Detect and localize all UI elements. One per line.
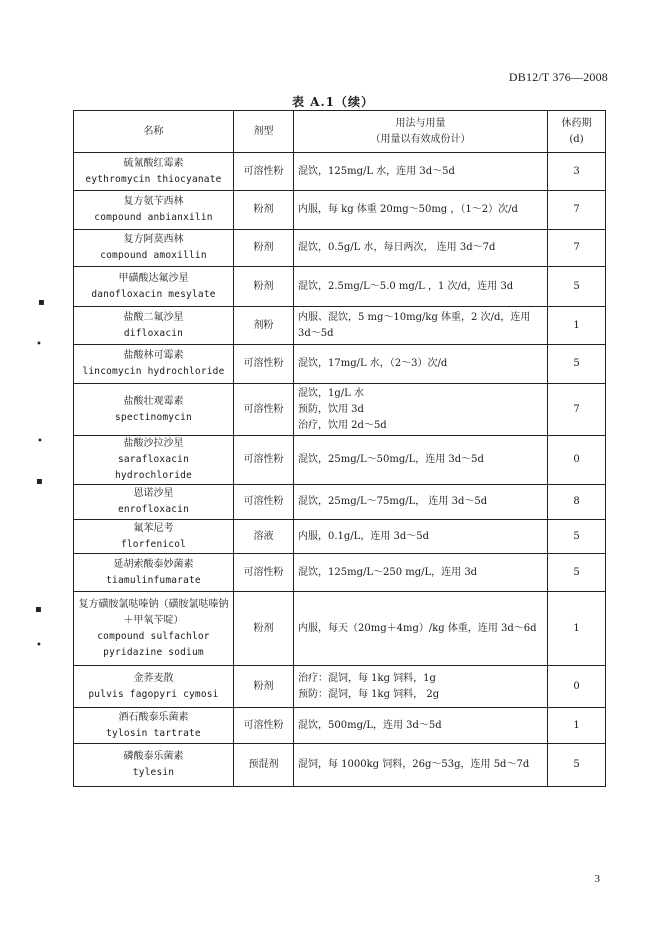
- usage-line: 混饮，25mg/L～75mg/L， 连用 3d～5d: [298, 496, 488, 507]
- usage-line: 内服、混饮，5 mg～10mg/kg 体重，2 次/d，连用 3d～5d: [298, 311, 531, 339]
- drug-name-cell: [74, 485, 234, 520]
- usage-cell: [294, 554, 548, 592]
- table-row: [74, 267, 606, 307]
- dosage-form-cell: 粉剂: [234, 267, 294, 307]
- scan-speck: ▪: [38, 297, 45, 308]
- usage-cell: [294, 520, 548, 554]
- table-row: [74, 592, 606, 666]
- scan-speck: ▪: [35, 604, 42, 615]
- usage-line: 内服，每天（20mg＋4mg）/kg 体重，连用 3d～6d: [298, 622, 537, 634]
- drug-name-en: spectinomycin: [115, 411, 192, 423]
- dosage-form-cell: 可溶性粉: [234, 436, 294, 485]
- drug-name-cell: [74, 384, 234, 436]
- drug-name-en: tylesin: [132, 767, 175, 778]
- drug-name-cn: 盐酸壮观霉素: [123, 395, 184, 407]
- drug-name-en: tylosin tartrate: [106, 727, 201, 739]
- header-usage-note: （用量以有效成份计）: [370, 133, 471, 145]
- header-usage: [294, 111, 548, 153]
- usage-line: 混饮，17mg/L 水，（2～3）次/d: [298, 358, 448, 369]
- scan-speck: •: [37, 436, 43, 447]
- drug-name-cn: 酒石酸泰乐菌素: [118, 711, 189, 723]
- usage-line: 治疗：混饲，每 1kg 饲料，1g: [298, 672, 436, 684]
- scan-speck: •: [36, 640, 42, 651]
- header-withdrawal-unit: (d): [569, 133, 584, 145]
- table-row: [74, 384, 606, 436]
- drug-name-cell: [74, 744, 234, 787]
- dosage-form-cell: 可溶性粉: [234, 153, 294, 191]
- drug-name-cell: [74, 230, 234, 267]
- usage-cell: [294, 708, 548, 744]
- table-row: [74, 520, 606, 554]
- drug-name-cell: [74, 708, 234, 744]
- drug-name-cn: 金荞麦散: [133, 672, 174, 684]
- drug-name-cell: [74, 436, 234, 485]
- drug-name-cn: 盐酸二氟沙星: [123, 311, 184, 323]
- header-withdrawal-title: 休药期: [561, 117, 592, 129]
- table-row: [74, 345, 606, 384]
- drug-name-cn: 氟苯尼考: [133, 522, 174, 534]
- usage-cell: [294, 153, 548, 191]
- dosage-form-cell: 粉剂: [234, 230, 294, 267]
- withdrawal-period-cell: 0: [548, 436, 606, 485]
- table-row: [74, 230, 606, 267]
- drug-name-en: danofloxacin mesylate: [91, 288, 216, 300]
- drug-name-cell: [74, 520, 234, 554]
- drug-name-cn: 磷酸泰乐菌素: [123, 751, 184, 762]
- drug-name-cell: [74, 345, 234, 384]
- drug-name-cn: 甲磺酸达氟沙星: [118, 272, 189, 284]
- drug-name-en: compound anbianxilin: [94, 212, 213, 223]
- dosage-form-cell: 可溶性粉: [234, 485, 294, 520]
- dosage-form-cell: 粉剂: [234, 191, 294, 230]
- document-code: DB12/T 376—2008: [508, 70, 608, 84]
- table-body: [74, 153, 606, 787]
- drug-name-cn: 盐酸林可霉素: [123, 350, 184, 361]
- drug-name-cell: [74, 191, 234, 230]
- drug-name-en: difloxacin: [123, 327, 184, 339]
- withdrawal-period-cell: 5: [548, 267, 606, 307]
- drug-name-en: eythromycin thiocyanate: [85, 173, 222, 185]
- table-row: [74, 191, 606, 230]
- dosage-form-cell: 可溶性粉: [234, 384, 294, 436]
- usage-line: 内服，每 kg 体重 20mg～50mg ，（1～2）次/d: [298, 204, 518, 215]
- table-header-row: [74, 111, 606, 153]
- drug-name-cn: 复方阿莫西林: [123, 234, 184, 245]
- withdrawal-period-cell: 7: [548, 384, 606, 436]
- withdrawal-period-cell: 7: [548, 191, 606, 230]
- drug-table: [73, 110, 606, 787]
- drug-name-cell: [74, 554, 234, 592]
- dosage-form-cell: 溶液: [234, 520, 294, 554]
- usage-cell: [294, 191, 548, 230]
- drug-name-en: florfenicol: [120, 538, 187, 550]
- scan-speck: •: [36, 339, 42, 350]
- withdrawal-period-cell: 1: [548, 307, 606, 345]
- drug-name-en: tiamulinfumarate: [106, 574, 201, 586]
- usage-line: 混饲，每 1000kg 饲料，26g～53g，连用 5d～7d: [298, 759, 530, 770]
- drug-name-cn: 复方磺胺氯哒嗪钠（磺胺氯哒嗪钠＋甲氧苄啶）: [78, 598, 229, 626]
- dosage-form-cell: 粉剂: [234, 592, 294, 666]
- table-row: [74, 307, 606, 345]
- drug-name-cn: 硫氰酸红霉素: [123, 157, 184, 169]
- dosage-form-cell: 可溶性粉: [234, 345, 294, 384]
- header-withdrawal: [548, 111, 606, 153]
- drug-name-cell: [74, 153, 234, 191]
- withdrawal-period-cell: 0: [548, 666, 606, 708]
- drug-name-cn: 恩诺沙星: [133, 488, 174, 499]
- drug-name-cn: 盐酸沙拉沙星: [123, 438, 184, 449]
- table-row: [74, 744, 606, 787]
- header-form: 剂型: [234, 111, 294, 153]
- drug-name-en: compound amoxillin: [100, 250, 207, 261]
- usage-line: 混饮，1g/L 水: [298, 387, 364, 399]
- drug-name-en: enrofloxacin: [117, 504, 190, 515]
- table-row: [74, 436, 606, 485]
- drug-name-cn: 复方氨苄西林: [123, 196, 184, 207]
- usage-cell: [294, 307, 548, 345]
- withdrawal-period-cell: 7: [548, 230, 606, 267]
- withdrawal-period-cell: 5: [548, 554, 606, 592]
- dosage-form-cell: 预混剂: [234, 744, 294, 787]
- usage-line: 混饮，25mg/L～50mg/L，连用 3d～5d: [298, 454, 484, 465]
- page-number: 3: [594, 873, 600, 885]
- usage-cell: [294, 230, 548, 267]
- dosage-form-cell: 可溶性粉: [234, 708, 294, 744]
- usage-line: 内服，0.1g/L，连用 3d～5d: [298, 530, 430, 542]
- usage-line: 预防：混饲，每 1kg 饲料， 2g: [298, 688, 440, 700]
- scan-speck: ▪: [36, 476, 43, 487]
- drug-name-cn: 延胡索酸泰妙菌素: [113, 558, 194, 570]
- usage-cell: [294, 666, 548, 708]
- drug-name-cell: [74, 666, 234, 708]
- usage-line: 预防，饮用 3d: [298, 403, 364, 415]
- withdrawal-period-cell: 1: [548, 592, 606, 666]
- table-row: [74, 485, 606, 520]
- usage-line: 混饮，500mg/L，连用 3d～5d: [298, 719, 442, 731]
- usage-line: 混饮，125mg/L 水，连用 3d～5d: [298, 165, 455, 177]
- drug-name-cell: [74, 307, 234, 345]
- usage-cell: [294, 744, 548, 787]
- drug-name-cell: [74, 592, 234, 666]
- withdrawal-period-cell: 3: [548, 153, 606, 191]
- usage-line: 治疗，饮用 2d～5d: [298, 419, 387, 431]
- usage-cell: [294, 384, 548, 436]
- withdrawal-period-cell: 5: [548, 520, 606, 554]
- header-name: 名称: [74, 111, 234, 153]
- table-row: [74, 153, 606, 191]
- usage-line: 混饮，2.5mg/L～5.0 mg/L ，1 次/d，连用 3d: [298, 280, 514, 292]
- withdrawal-period-cell: 5: [548, 744, 606, 787]
- drug-name-en: compound sulfachlor pyridazine sodium: [97, 630, 210, 658]
- dosage-form-cell: 剂粉: [234, 307, 294, 345]
- table-row: [74, 554, 606, 592]
- withdrawal-period-cell: 8: [548, 485, 606, 520]
- usage-cell: [294, 592, 548, 666]
- usage-cell: [294, 485, 548, 520]
- drug-name-en: lincomycin hydrochloride: [82, 366, 225, 377]
- dosage-form-cell: 可溶性粉: [234, 554, 294, 592]
- usage-line: 混饮，0.5g/L 水，每日两次， 连用 3d～7d: [298, 242, 496, 253]
- withdrawal-period-cell: 5: [548, 345, 606, 384]
- drug-name-en: pulvis fagopyri cymosi: [88, 688, 219, 700]
- usage-line: 混饮，125mg/L～250 mg/L，连用 3d: [298, 566, 478, 578]
- table-title: 表 A.1（续）: [291, 95, 375, 109]
- usage-cell: [294, 345, 548, 384]
- drug-name-en: sarafloxacin hydrochloride: [115, 454, 192, 481]
- dosage-form-cell: 粉剂: [234, 666, 294, 708]
- drug-name-cell: [74, 267, 234, 307]
- table-row: [74, 708, 606, 744]
- usage-cell: [294, 436, 548, 485]
- withdrawal-period-cell: 1: [548, 708, 606, 744]
- table-row: [74, 666, 606, 708]
- usage-cell: [294, 267, 548, 307]
- header-usage-title: 用法与用量: [395, 117, 446, 129]
